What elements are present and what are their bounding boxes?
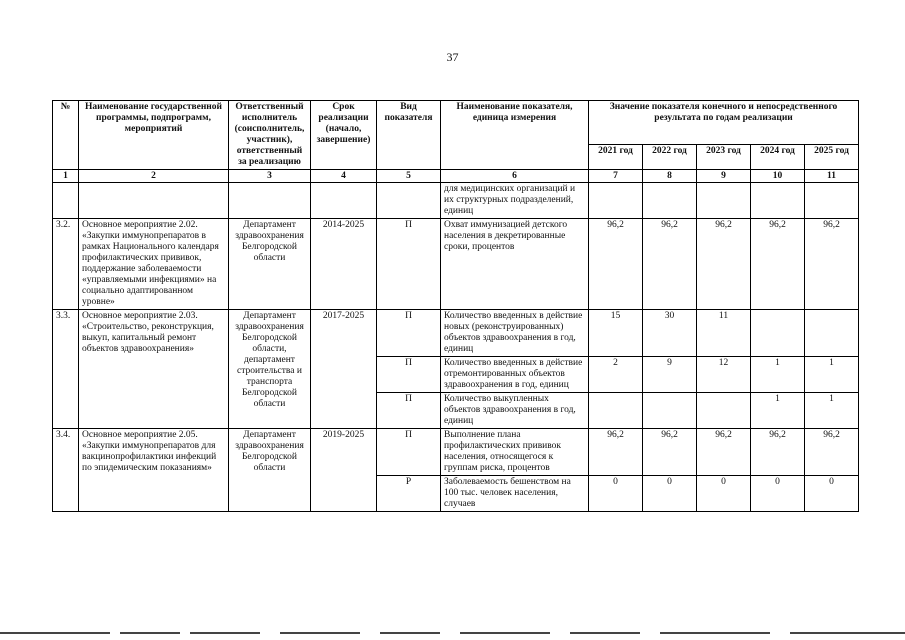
value: 9 (643, 357, 697, 393)
table-row (53, 310, 859, 357)
value: 1 (805, 357, 859, 393)
value: 96,2 (643, 219, 697, 310)
value: 0 (697, 476, 751, 512)
scan-edge-line (0, 632, 905, 635)
value: 11 (697, 310, 751, 357)
indicator-type: П (377, 429, 441, 476)
column-number: 5 (377, 170, 441, 183)
header-year: 2023 год (697, 145, 751, 170)
value (751, 310, 805, 357)
value: 96,2 (589, 219, 643, 310)
column-number: 9 (697, 170, 751, 183)
column-number: 1 (53, 170, 79, 183)
value (697, 393, 751, 429)
value: 30 (643, 310, 697, 357)
value (643, 393, 697, 429)
responsible: Департамент здравоохранения Белгородской области (229, 219, 311, 310)
value (805, 310, 859, 357)
page-number: 37 (446, 50, 459, 64)
indicator-name: Охват иммунизацией детского населения в декретированные сроки, процентов (441, 219, 589, 310)
column-number: 2 (79, 170, 229, 183)
responsible: Департамент здравоохранения Белгородской области (229, 429, 311, 512)
column-number: 6 (441, 170, 589, 183)
header-year: 2025 год (805, 145, 859, 170)
header-row (53, 101, 859, 145)
column-number-row (53, 170, 859, 183)
value: 1 (805, 393, 859, 429)
indicator-name: Количество введенных в действие новых (реконструированных) объектов здравоохранения в год, единиц (441, 310, 589, 357)
indicator-name: Количество введенных в действие отремонтированных объектов здравоохранения в год, единиц (441, 357, 589, 393)
row-number: 3.2. (53, 219, 79, 310)
value: 96,2 (751, 429, 805, 476)
header-term: Срок реализации (начало, завершение) (311, 101, 377, 170)
value: 0 (643, 476, 697, 512)
column-number: 8 (643, 170, 697, 183)
header-year: 2022 год (643, 145, 697, 170)
column-number: 10 (751, 170, 805, 183)
value: 0 (589, 476, 643, 512)
value: 15 (589, 310, 643, 357)
indicator-name: Количество выкупленных объектов здравоохранения в год, единиц (441, 393, 589, 429)
measure-name: Основное мероприятие 2.03. «Строительство, реконструкция, выкуп, капитальный ремонт объектов здравоохранения» (79, 310, 229, 429)
measure-name: Основное мероприятие 2.02. «Закупки иммунопрепаратов в рамках Национального календаря профилактических прививок, поддержание заболеваемости «управляемыми инфекциями» на социально адаптированном уровне» (79, 219, 229, 310)
indicator-type: Р (377, 476, 441, 512)
column-number: 11 (805, 170, 859, 183)
value: 96,2 (643, 429, 697, 476)
header-no: № (53, 101, 79, 170)
indicator-name: для медицинских организаций и их структурных подразделений, единиц (441, 183, 589, 219)
table-row (53, 183, 859, 219)
value: 1 (751, 393, 805, 429)
header-year: 2024 год (751, 145, 805, 170)
column-number: 7 (589, 170, 643, 183)
program-table (52, 100, 859, 512)
value: 96,2 (697, 219, 751, 310)
row-number: 3.3. (53, 310, 79, 429)
row-number: 3.4. (53, 429, 79, 512)
table-row (53, 219, 859, 310)
header-values-group: Значение показателя конечного и непосредственного результата по годам реализации (589, 101, 859, 145)
value: 96,2 (697, 429, 751, 476)
column-number: 4 (311, 170, 377, 183)
term: 2014-2025 (311, 219, 377, 310)
term: 2017-2025 (311, 310, 377, 429)
header-indicator: Наименование показателя, единица измерения (441, 101, 589, 170)
value: 96,2 (805, 219, 859, 310)
indicator-type: П (377, 310, 441, 357)
value: 96,2 (751, 219, 805, 310)
indicator-type: П (377, 393, 441, 429)
responsible: Департамент здравоохранения Белгородской области, департамент строительства и транспорта Белгородской области (229, 310, 311, 429)
value: 96,2 (589, 429, 643, 476)
value (589, 393, 643, 429)
header-name: Наименование государственной программы, подпрограмм, мероприятий (79, 101, 229, 170)
measure-name: Основное мероприятие 2.05. «Закупки иммунопрепаратов для вакцинопрофилактики инфекций по эпидемическим показаниям» (79, 429, 229, 512)
value: 0 (805, 476, 859, 512)
indicator-type: П (377, 357, 441, 393)
indicator-name: Выполнение плана профилактических прививок населения, относящегося к группам риска, процентов (441, 429, 589, 476)
table-row (53, 429, 859, 476)
header-type: Вид показателя (377, 101, 441, 170)
term: 2019-2025 (311, 429, 377, 512)
column-number: 3 (229, 170, 311, 183)
header-responsible: Ответственный исполнитель (соисполнитель, участник), ответственный за реализацию (229, 101, 311, 170)
value: 0 (751, 476, 805, 512)
value: 96,2 (805, 429, 859, 476)
header-year: 2021 год (589, 145, 643, 170)
value: 2 (589, 357, 643, 393)
indicator-type: П (377, 219, 441, 310)
value: 1 (751, 357, 805, 393)
value: 12 (697, 357, 751, 393)
indicator-name: Заболеваемость бешенством на 100 тыс. человек населения, случаев (441, 476, 589, 512)
